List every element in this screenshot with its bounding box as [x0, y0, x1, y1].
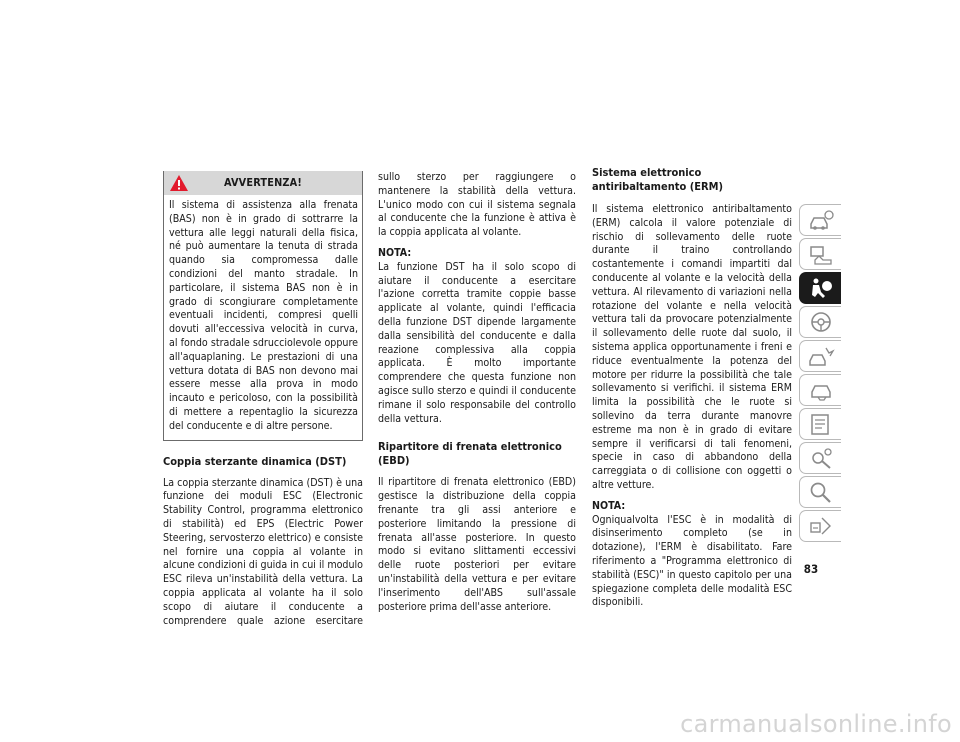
car-info-icon [807, 208, 835, 232]
column-left [163, 171, 363, 631]
magnifier-icon [807, 480, 835, 504]
airbag-safety-icon [807, 276, 835, 300]
warning-header [164, 171, 362, 195]
chapter-tab[interactable] [799, 476, 841, 508]
chapter-tabs [799, 204, 841, 544]
dst-body: La coppia sterzante dinamica (DST) è una funzione dei moduli ESC (Electronic Stability Control, programma elettronico di stabilità) ed EPS (Electric Power Steering, servosterzo elettrico) e consiste nel fornire una coppia al volante in alcune condizioni di guida in cui il modulo ESC rileva un'instabilità della vettura. La coppia applicata al volante ha il solo scopo di aiutare il conducente a comprendere quale azione esercitare [163, 476, 363, 627]
ebd-heading: Ripartitore di frenata elettronico (EBD) [378, 440, 562, 468]
settings-wrench-icon [807, 446, 835, 470]
chapter-tab[interactable] [799, 374, 841, 406]
dst-heading: Coppia sterzante dinamica (DST) [163, 454, 347, 468]
chapter-tab[interactable] [799, 442, 841, 474]
steering-wheel-icon [807, 310, 835, 334]
erm-heading: Sistema elettronico antiribaltamento (ERM) [592, 166, 724, 193]
chapter-tab[interactable] [799, 204, 841, 236]
warning-box [163, 171, 363, 441]
warning-title: AVVERTENZA! [223, 176, 303, 190]
warning-text: Il sistema di assistenza alla frenata (BAS) non è in grado di sottrarre la vettura alle leggi naturali della fisica, né può aumentare la tenuta di strada quando sia compromessa dalle condizioni del manto stradale. In particolare, il sistema BAS non è in grado di scongiurare completamente eventuali incidenti, compresi quelli dovuti all'eccessiva velocità in curva, al fondo stradale sdrucciolevole oppure all'aquaplaning. Le prestazioni di una vettura dotata di BAS non devono mai essere messe alla prova in modo incauto e pericoloso, con la possibilità di mettere a repentaglio la sicurezza del conducente e di altre persone. [169, 199, 358, 432]
warning-triangle-icon [169, 173, 189, 193]
car-crash-icon [807, 344, 835, 368]
watermark: carmanualsonline.info [680, 710, 952, 738]
chapter-tab[interactable] [799, 306, 841, 338]
erm-body: Il sistema elettronico antiribaltamento (ERM) calcola il valore potenziale di rischio di sollevamento delle ruote durante il traino controllando costantemente i comandi impartiti dal conducente al volante e la velocità della vettura. Al rilevamento di variazioni nella rotazione del volante e nella velocità vettura tali da provocare potenzialmente il sollevamento delle ruote dal suolo, il sistema applica opportunamente i freni e riduce eventualmente la potenza del motore per ridurre la possibilità che tale sollevamento si verifichi. il sistema ERM limita la possibilità che le ruote si sollevino da terra durante manovre estreme ma non è in grado di evitare sempre il verificarsi di tali fenomeni, specie in caso di abbandono della carreggiata o di collisione con oggetti o altre vetture. [592, 203, 792, 491]
column-middle [378, 171, 576, 614]
column-right [592, 166, 792, 610]
erm-note: Ogniqualvolta l'ESC è in modalità di disinserimento completo (se in dotazione), l'ERM è disabilitato. Fare riferimento a "Programma elettronico di stabilità (ESC)" in questo capitolo per una spiegazione completa delle modalità ESC disponibili. [592, 513, 792, 609]
checklist-icon [807, 412, 835, 436]
chapter-tab[interactable] [799, 510, 841, 542]
chapter-tab[interactable] [799, 408, 841, 440]
chapter-tab[interactable] [799, 238, 841, 270]
dst-note: La funzione DST ha il solo scopo di aiutare il conducente a esercitare l'azione corretta tramite coppie basse applicate al volante, quindi l'efficacia della funzione DST dipende largamente dalla sensibilità del conducente e dalla reazione complessiva alla coppia applicata. È molto importante comprendere che questa funzione non agisce sullo sterzo e quindi il conducente rimane il solo responsabile del controllo della vettura. [378, 260, 576, 425]
ebd-body: Il ripartitore di frenata elettronico (EBD) gestisce la distribuzione della coppia frenante tra gli assi anteriore e posteriore limitando la pressione di frenata all'asse posteriore. In questo modo si evitano slittamenti eccessivi delle ruote posteriori per evitare un'instabilità della vettura e per evitare l'inserimento dell'ABS sull'assale posteriore prima dell'asse anteriore. [378, 476, 576, 613]
dst-note-label: NOTA: [378, 246, 412, 259]
page-number: 83 [803, 562, 819, 576]
language-index-icon [807, 514, 835, 538]
dst-body-continued: sullo sterzo per raggiungere o mantenere la stabilità della vettura. L'unico modo con cui il sistema segnala al conducente che la funzione è attiva è la coppia applicata al volante. [378, 171, 576, 239]
chapter-tab[interactable] [799, 340, 841, 372]
car-service-icon [807, 378, 835, 402]
erm-note-label: NOTA: [592, 499, 626, 512]
chapter-tab[interactable] [799, 272, 841, 304]
dashboard-message-icon [807, 242, 835, 266]
